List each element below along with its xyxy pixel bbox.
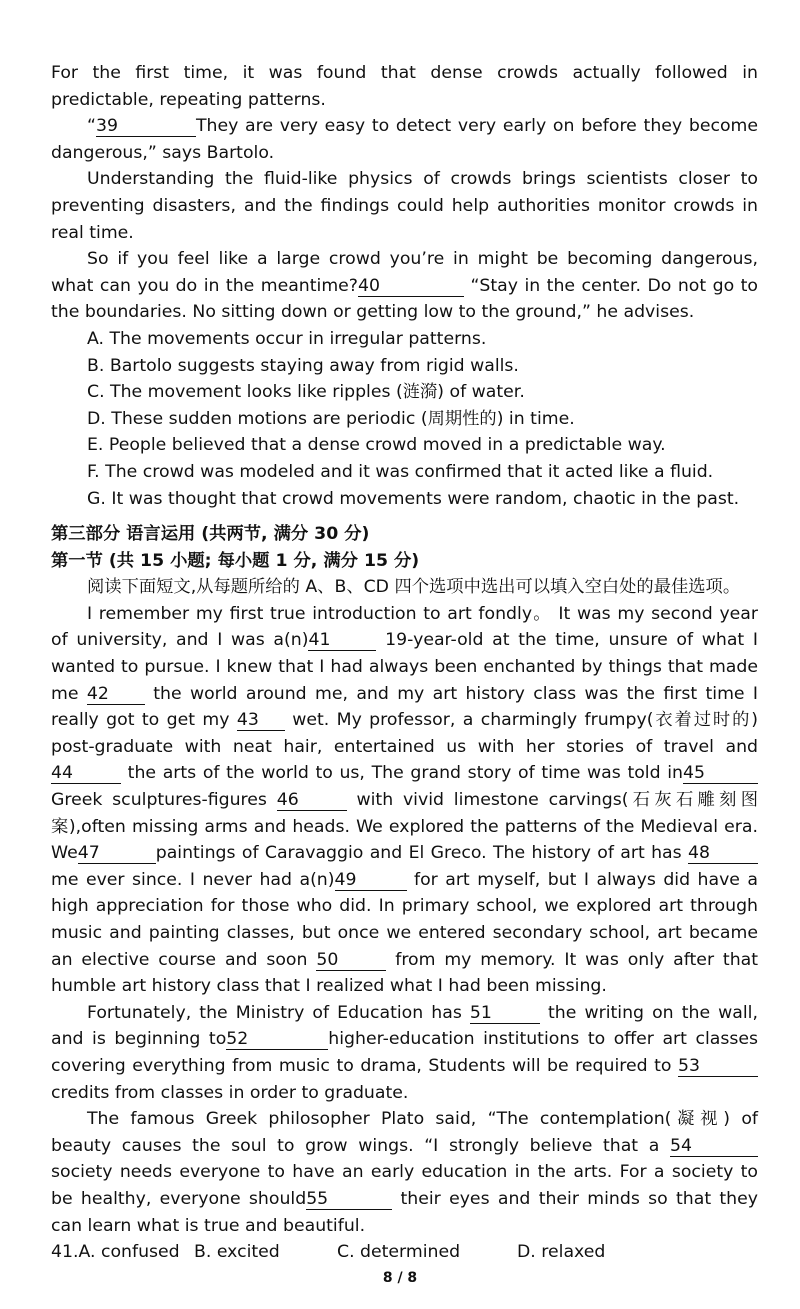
paragraph-text: They are very easy to detect very early on before they become dangerous,” says Bartolo.	[51, 116, 758, 163]
blank-53: 53	[678, 1056, 758, 1077]
question-41-options	[51, 1239, 758, 1266]
blank-44: 44	[51, 763, 121, 784]
blank-40: 40	[358, 276, 464, 297]
paragraph: Understanding the fluid-like physics of crowds brings scientists closer to preventing disasters, and the findings could help authorities monitor crowds in real time.	[51, 169, 758, 243]
paragraph-text: The famous Greek philosopher Plato said, “The contemplation(凝视) of beauty causes the soul to grow wings. “I strongly believe that a	[51, 1109, 758, 1156]
blank-42: 42	[87, 684, 145, 705]
paragraph-text: with vivid limestone carvings(石灰石雕刻图案),often missing arms and heads. We explored the patterns of the Medieval era. We	[51, 790, 758, 864]
paragraph: For the first time, it was found that dense crowds actually followed in predictable, repeating patterns.	[51, 63, 758, 110]
paragraph-text: for art myself, but I always did have a high appreciation for those who did. In primary school, we explored art through music and painting classes, but once we entered secondary school, art became an elective course and soon	[51, 869, 759, 970]
option-b: B. Bartolo suggests staying away from rigid walls.	[87, 355, 519, 376]
cloze-paragraph-3	[51, 1106, 758, 1239]
blank-41: 41	[308, 630, 376, 651]
cloze-paragraph-1	[51, 601, 758, 1000]
paragraph-text: So if you feel like a large crowd you’re in might be becoming dangerous, what can you do in the meantime?	[51, 249, 758, 296]
choice-41-c: C. determined	[337, 1242, 461, 1263]
paragraph-text: 19-year-old at the time, unsure of what I wanted to pursue. I knew that I had always been enchanted by things that made me	[51, 630, 758, 704]
paragraph-text: society needs everyone to have an early education in the arts. For a society to be healthy, everyone should	[51, 1162, 758, 1209]
paragraph-text: the arts of the world to us, The grand story of time was told in	[127, 763, 683, 784]
blank-47: 47	[78, 843, 156, 864]
blank-39: 39	[96, 116, 196, 137]
option-g: G. It was thought that crowd movements were random, chaotic in the past.	[87, 488, 740, 509]
blank-50: 50	[316, 950, 386, 971]
blank-49: 49	[335, 870, 407, 891]
paragraph-text: I remember my first true introduction to art fondly。 It was my second year of university, and I was a(n)	[51, 603, 758, 651]
paragraph-text: the writing on the wall, and is beginning to	[51, 1002, 758, 1050]
choice-41-d: D. relaxed	[517, 1242, 606, 1263]
choice-41-b: B. excited	[194, 1242, 280, 1263]
paragraph-text: their eyes and their minds so that they can learn what is true and beautiful.	[51, 1188, 758, 1236]
paragraph-text: paintings of Caravaggio and El Greco. The history of art has	[155, 843, 682, 864]
paragraph-text: “Stay in the center. Do not go to the boundaries. No sitting down or getting low to the ground,” he advises.	[51, 275, 758, 323]
blank-54: 54	[670, 1136, 758, 1157]
blank-46: 46	[277, 790, 347, 811]
paragraph-text: wet. My professor, a charmingly frumpy(衣着过时的) post-graduate with neat hair, entertained us with her stories of travel and	[51, 710, 758, 757]
part-title: 第三部分 语言运用 (共两节, 满分 30 分)	[51, 524, 370, 545]
paragraph-text: Greek sculptures-figures	[51, 790, 267, 811]
open-quote: “	[87, 116, 96, 137]
paragraph-40	[51, 246, 758, 326]
paragraph-text: Fortunately, the Ministry of Education has	[87, 1002, 462, 1023]
option-a: A. The movements occur in irregular patterns.	[87, 328, 487, 349]
paragraph-text: me ever since. I never had a(n)	[51, 869, 335, 890]
paragraph-text: higher-education institutions to offer art classes covering everything from music to drama, Students will be required to	[51, 1029, 758, 1076]
blank-45: 45	[683, 763, 758, 784]
cloze-paragraph-2	[51, 1000, 758, 1106]
option-f: F. The crowd was modeled and it was confirmed that it acted like a fluid.	[87, 461, 714, 482]
blank-52: 52	[226, 1029, 328, 1050]
page-content	[51, 60, 758, 1266]
paragraph-text: credits from classes in order to graduate.	[51, 1082, 409, 1103]
paragraph-39	[51, 113, 758, 166]
paragraph-text: the world around me, and my art history class was the first time I really got to get my	[51, 683, 758, 731]
blank-48: 48	[688, 843, 758, 864]
blank-43: 43	[237, 710, 285, 731]
option-d: D. These sudden motions are periodic (周期性的) in time.	[87, 408, 575, 429]
option-c: C. The movement looks like ripples (涟漪) of water.	[87, 382, 525, 403]
option-e: E. People believed that a dense crowd moved in a predictable way.	[87, 435, 666, 456]
blank-55: 55	[306, 1189, 392, 1210]
section-title: 第一节 (共 15 小题; 每小题 1 分, 满分 15 分)	[51, 550, 420, 571]
blank-51: 51	[470, 1003, 540, 1024]
instruction: 阅读下面短文,从每题所给的 A、B、CD 四个选项中选出可以填入空白处的最佳选项。	[87, 577, 741, 598]
paragraph-text: from my memory. It was only after that humble art history class that I realized what I had been missing.	[51, 949, 759, 997]
choice-41-a: 41.A. confused	[51, 1242, 180, 1263]
page-number: 8 / 8	[382, 1270, 418, 1286]
